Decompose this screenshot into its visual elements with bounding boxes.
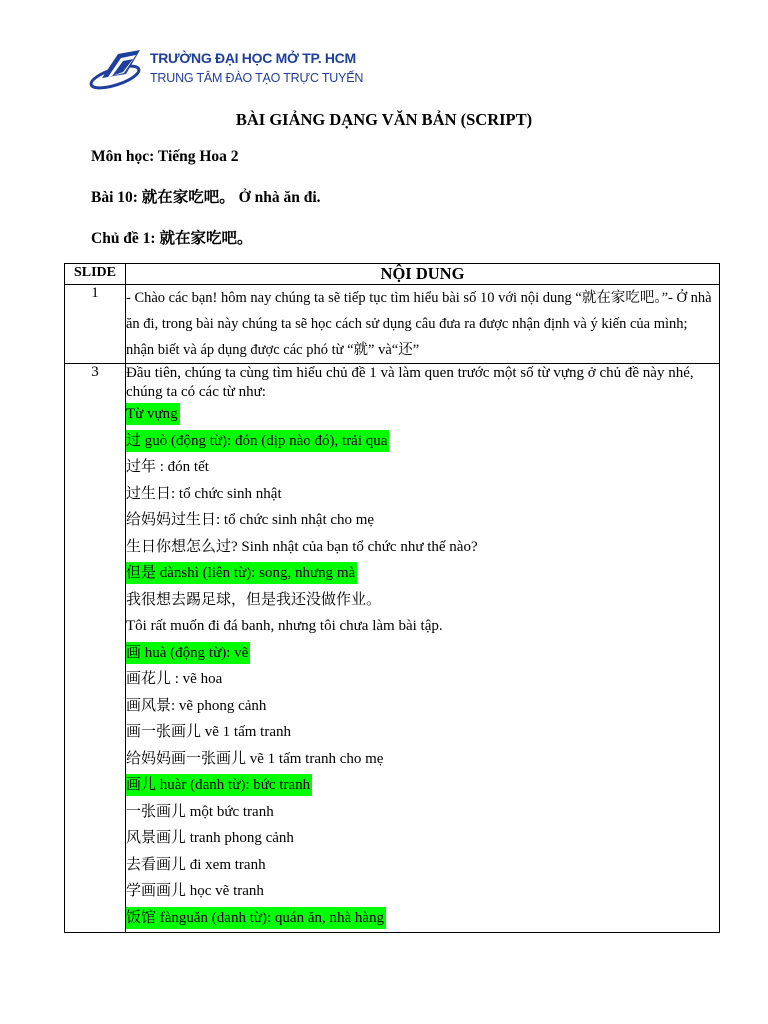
vocab-example: 学画画儿 học vẽ tranh [126,883,264,899]
script-table [64,263,720,933]
vocab-example: 去看画儿 đi xem tranh [126,856,266,873]
vocab-term-highlighted: 饭馆 fànguǎn (danh từ): quán ăn, nhà hàng [126,907,386,929]
vocab-line [126,614,719,641]
vocab-example: 给妈妈画一张画儿 vẽ 1 tấm tranh cho mẹ [126,750,384,767]
vocab-example: 生日你想怎么过? Sinh nhật của bạn tổ chức như thế nào? [126,538,478,555]
vocab-example: 过年 : đón tết [126,459,209,475]
vocab-line [126,879,719,906]
vocab-example: 画花儿 : vẽ hoa [126,671,223,687]
vocab-example: 风景画儿 tranh phong cảnh [126,830,294,846]
vocab-line [126,455,719,482]
vocab-line [126,508,719,535]
column-header-slide: SLIDE [65,264,126,285]
course-name: Môn học: Tiếng Hoa 2 [91,148,239,165]
vocab-line [126,535,719,562]
logo-center-name: TRUNG TÂM ĐÀO TẠO TRỰC TUYẾN [150,71,364,85]
book-logo-icon [88,44,148,96]
vocab-line [126,667,719,694]
vocab-line [126,906,719,933]
vocab-term-highlighted: 画 huà (động từ): vẽ [126,642,250,664]
slide-number: 3 [65,364,126,933]
vocab-example: 画一张画儿 vẽ 1 tấm tranh [126,724,291,740]
university-logo [88,44,364,96]
vocab-line [126,402,719,429]
vocab-line [126,561,719,588]
vocab-term-highlighted: Từ vựng [126,403,180,425]
vocab-line [126,853,719,880]
vocab-example: 我很想去踢足球，但是我还没做作业。 [126,591,382,608]
vocab-line [126,482,719,509]
vocab-example: 画风景: vẽ phong cảnh [126,697,267,714]
document-title: BÀI GIẢNG DẠNG VĂN BẢN (SCRIPT) [235,110,533,129]
slide-number: 1 [65,285,126,364]
vocab-line [126,720,719,747]
vocab-example: 一张画儿 một bức tranh [126,803,274,820]
lesson-title: Bài 10: 就在家吃吧。 Ở nhà ăn đi. [91,189,321,206]
column-header-content: NỘI DUNG [126,264,720,285]
vocab-line [126,588,719,615]
vocab-example: 给妈妈过生日: tổ chức sinh nhật cho mẹ [126,512,375,528]
vocab-term-highlighted: 过 guò (động từ): đón (dịp nào đó), trải qua [126,430,389,452]
vocab-line [126,826,719,853]
vocab-line [126,694,719,721]
vocab-line [126,747,719,774]
vocab-line [126,773,719,800]
slide-content: - Chào các bạn! hôm nay chúng ta sẽ tiếp tục tìm hiểu bài số 10 với nội dung “就在家吃吧。”- Ở nhà ăn đi, trong bài này chúng ta sẽ học cách sử dụng câu đưa ra được nhận định và ý kiến của mình; nhận biết và áp dụng được các phó từ “就” và“还” [126,285,720,364]
vocab-line [126,641,719,668]
vocab-example: Tôi rất muốn đi đá banh, nhưng tôi chưa làm bài tập. [126,618,443,634]
table-row [65,364,720,933]
vocab-term-highlighted: 画儿 huàr (danh từ): bức tranh [126,774,312,796]
vocab-example: 过生日: tổ chức sinh nhật [126,485,282,502]
vocab-line [126,800,719,827]
topic-title: Chủ đề 1: 就在家吃吧。 [91,230,253,247]
slide-intro-text: Đầu tiên, chúng ta cùng tìm hiểu chủ đề 1 và làm quen trước một số từ vựng ở chủ đề này nhé, chúng ta có các từ như: [126,365,694,400]
vocab-line [126,429,719,456]
table-row [65,285,720,364]
logo-university-name: TRƯỜNG ĐẠI HỌC MỞ TP. HCM [150,50,356,66]
slide-content [126,364,720,933]
vocab-term-highlighted: 但是 dànshì (liên từ): song, nhưng mà [126,562,357,584]
vocabulary-list [126,402,719,932]
table-header-row [65,264,720,285]
